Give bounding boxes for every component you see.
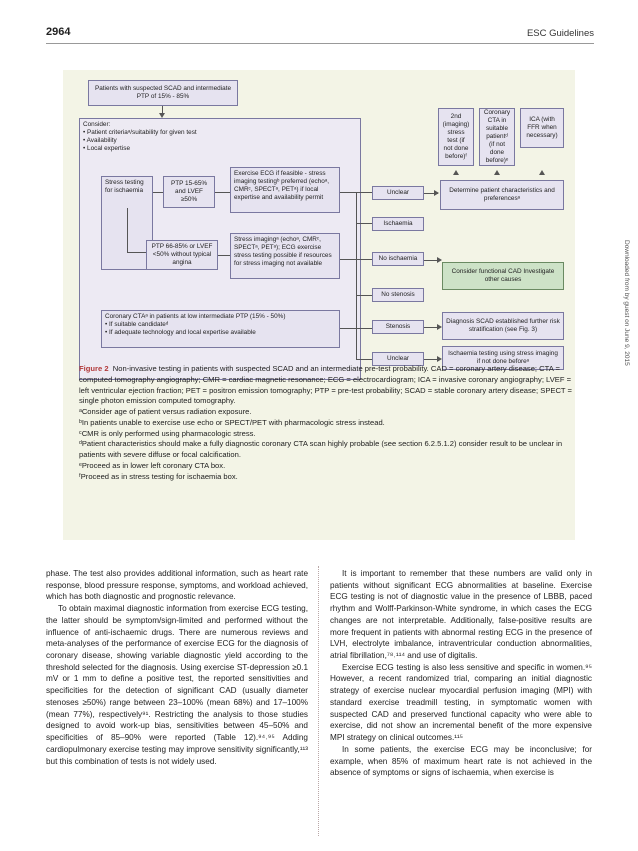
- paragraph: To obtain maximal diagnostic information from exercise ECG testing, the latter should be symptom/sign-limited and performed without the influence of anti-ischaemic drugs. There are numerous reviews and meta-analyses of the performance of exercise ECG for the diagnosis of coronary disease, showing variable diagnostic yield according to the threshold selected for the diagnosis. Using exercise ST-depression ≥0.1 mV or 1 mm to define a positive test, the reported sensitivities and specificities for the detection of significant CAD (usually diameter stenoses ≥50%) range between 23–100% (mean 68%) and 17–100% (mean 77%), respectively⁹¹. Restricting the analysis to those studies designed to avoid work-up bias, sensitivities between 45–50% and specificities of 85–90% were reported (Table 12).⁹⁴˒⁹⁵ Adding cardiopulmonary exercise testing may improve sensitivity significantly,¹¹³ but this combination of tests is not widely used.: [46, 604, 308, 766]
- consider-item: • Patient criteriaᵃ/suitability for given test: [83, 129, 197, 136]
- determine-box: Determine patient characteristics and preferencesᵃ: [440, 180, 564, 210]
- connector: [340, 259, 372, 260]
- result-unclear-bottom: Unclear: [372, 352, 424, 366]
- coronary-cta-item: • If suitable candidateᵈ: [105, 321, 169, 328]
- header-rule: [46, 43, 594, 44]
- ica-box: ICA (with FFR when necessary): [520, 108, 564, 148]
- consider-title: Consider:: [83, 121, 111, 128]
- arrow-up-icon: [453, 170, 459, 175]
- result-stenosis: Stenosis: [372, 320, 424, 334]
- exercise-ecg-box: Exercise ECG if feasible - stress imaging testingᵇ preferred (echoᵃ, CMRᶜ, SPECTᵃ, PETᵃ) if local expertise and availability permit: [230, 167, 340, 213]
- arrow-right-icon: [434, 190, 439, 196]
- caption-note: ᶜCMR is only performed using pharmacologic stress.: [79, 428, 256, 438]
- connector: [356, 223, 372, 224]
- caption-note: ᵈPatient characteristics should make a fully diagnostic coronary CTA scan highly probable (see section 6.2.5.1.2) consider result to be unclear in patients with severe diffuse or focal calcification.: [79, 439, 563, 460]
- caption-note: ᵃConsider age of patient versus radiation exposure.: [79, 407, 252, 417]
- functional-cad-box: Consider functional CAD Investigate other causes: [442, 262, 564, 290]
- figure-caption: [79, 364, 579, 483]
- patients-box: Patients with suspected SCAD and intermediate PTP of 15% - 85%: [88, 80, 238, 106]
- consider-item: • Local expertise: [83, 145, 130, 152]
- paragraph: Exercise ECG testing is also less sensitive and specific in women.⁹⁵ However, a recent randomized trial, comparing an initial diagnostic strategy of exercise nuclear myocardial perfusion imaging (MPI) with standard exercise treadmill testing, in symptomatic women with suspected CAD and preserved functional capacity who were able to exercise, did not show an incremental benefit of the more expensive MPI strategy on clinical outcomes.¹¹⁵: [330, 662, 592, 743]
- paragraph: In some patients, the exercise ECG may be inconclusive; for example, when 85% of maximum heart rate is not achieved in the absence of symptoms or signs of ischaemia, when exercise is: [330, 744, 592, 778]
- coronary-cta-item: • If adequate technology and local expertise available: [105, 329, 256, 336]
- journal-title: ESC Guidelines: [526, 28, 594, 39]
- coronary-cta-title: Coronary CTAᵃ in patients at low intermediate PTP (15% - 50%): [105, 313, 286, 320]
- connector: [127, 208, 128, 252]
- diagnosis-scad-box: Diagnosis SCAD established further risk stratification (see Fig. 3): [442, 312, 564, 340]
- ischaemia-testing-box: Ischaemia testing using stress imaging if not done beforeᵃ: [442, 346, 564, 370]
- body-right-column: [330, 568, 592, 779]
- caption-note: ᵉProceed as in lower left coronary CTA box.: [79, 461, 226, 471]
- stress-testing-box: Stress testing for ischaemia: [101, 176, 153, 270]
- ptp-15-65-box: PTP 15-65% and LVEF ≥50%: [163, 176, 215, 208]
- stress-imaging-box: Stress imagingᵃ (echoᵃ, CMRᶜ, SPECTᵃ, PETᵃ); ECG exercise stress testing possible if resources for stress imaging not available: [230, 233, 340, 279]
- column-divider: [318, 566, 320, 836]
- page-number: 2964: [46, 26, 71, 38]
- figure-label: Figure 2: [79, 364, 109, 373]
- result-ischaemia: Ischaemia: [372, 217, 424, 231]
- consider-item: • Availability: [83, 137, 117, 144]
- body-left-column: [46, 568, 308, 767]
- connector: [215, 192, 230, 193]
- result-no-stenosis: No stenosis: [372, 288, 424, 302]
- second-imaging-box: 2nd (imaging) stress test (if not done before)ᶠ: [438, 108, 474, 166]
- download-note: Downloaded from by guest on June 9, 2015: [623, 240, 630, 366]
- figure-text: Non-invasive testing in patients with suspected SCAD and an intermediate pre-test probability. CAD = coronary artery disease; CTA = computed tomography angiography; CMR = cardiac magnetic resonance; ECG = electrocardiogram; ICA = invasive coronary angiography; LVEF = left ventricular ejection fraction; PET = positron emission tomography; PTP = pre-test probability; SCAD = stable coronary artery disease; SPECT = single photon emission computed tomography.: [79, 364, 572, 406]
- coronary-cta-small-box: Coronary CTA in suitable patientᵈ (if not done before)ᵉ: [479, 108, 515, 166]
- connector: [153, 192, 163, 193]
- connector: [127, 252, 147, 253]
- arrow-up-icon: [539, 170, 545, 175]
- paragraph: phase. The test also provides additional information, such as heart rate response, blood pressure response, symptoms, and workload achieved, which has both diagnostic and prognostic relevance.: [46, 569, 308, 602]
- caption-note: ᶠProceed as in stress testing for ischaemia box.: [79, 471, 238, 481]
- connector: [356, 295, 357, 359]
- paragraph: It is important to remember that these numbers are valid only in patients without significant ECG abnormalities at baseline. Exercise ECG testing is not of diagnostic value in the presence of LBBB, paced rhythm and Wolff-Parkinson-White syndrome, in which cases the ECG changes are not interpretable. Additionally, false-positive results are more frequent in patients with abnormal resting ECG in the presence of LVH, electrolyte imbalance, intraventricular conduction abnormalities, atrial fibrillation,⁷⁸˒¹¹⁴ and use of digitalis.: [330, 569, 592, 661]
- connector: [356, 295, 372, 296]
- connector: [356, 359, 372, 360]
- coronary-cta-box: [101, 310, 340, 348]
- arrow-up-icon: [494, 170, 500, 175]
- ptp-66-85-box: PTP 66-85% or LVEF <50% without typical angina: [146, 240, 218, 270]
- connector: [218, 255, 230, 256]
- result-unclear-top: Unclear: [372, 186, 424, 200]
- result-no-ischaemia: No ischaemia: [372, 252, 424, 266]
- caption-note: ᵇIn patients unable to exercise use echo or SPECT/PET with pharmacologic stress instead.: [79, 417, 385, 427]
- connector: [356, 192, 357, 295]
